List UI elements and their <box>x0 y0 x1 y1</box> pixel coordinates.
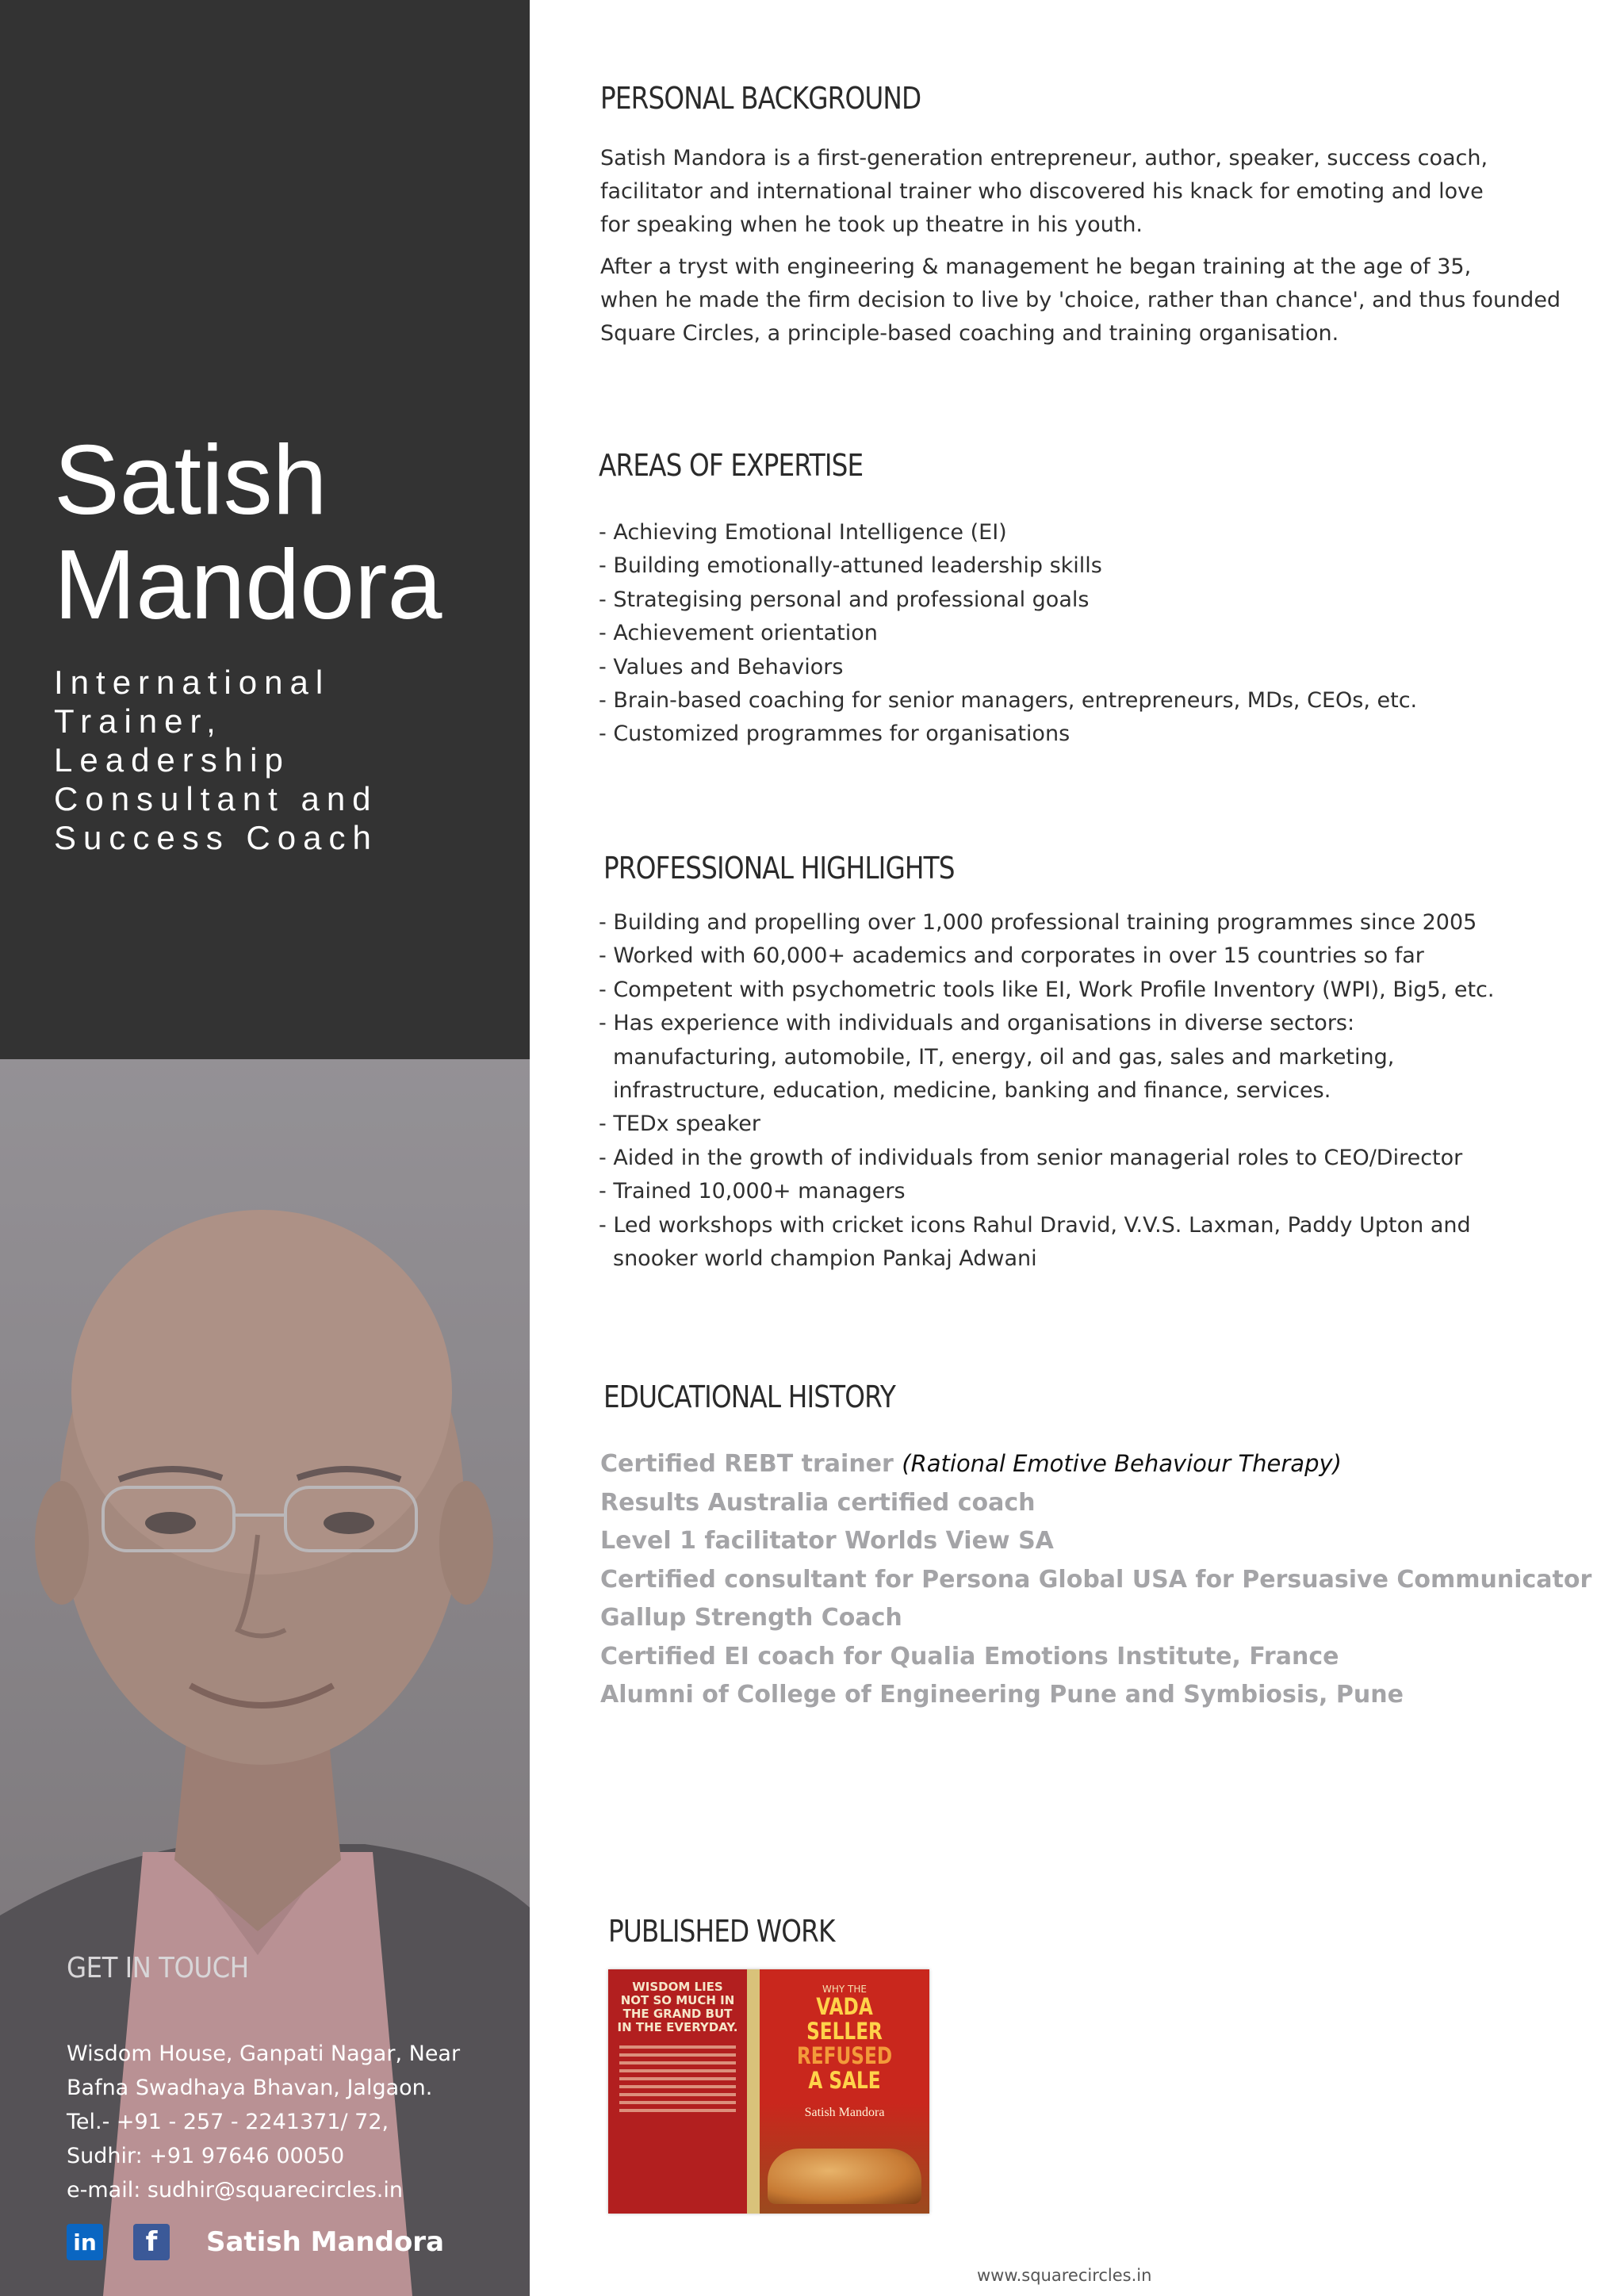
list-item: - TEDx speaker <box>599 1112 760 1137</box>
expertise-list <box>599 516 1417 752</box>
highlights-title: PROFESSIONAL HIGHLIGHTS <box>603 851 955 886</box>
text-line: After a tryst with engineering & management he began training at the age of 35, <box>600 254 1472 279</box>
email-link[interactable]: e-mail: sudhir@squarecircles.in <box>67 2178 403 2202</box>
social-links <box>67 2224 444 2260</box>
last-name: Mandora <box>54 530 442 640</box>
list-item: - Achievement orientation <box>599 621 878 646</box>
text-line: for speaking when he took up theatre in his youth. <box>600 212 1143 237</box>
list-item: - Aided in the growth of individuals from senior managerial roles to CEO/Director <box>599 1145 1463 1170</box>
list-item: Gallup Strength Coach <box>600 1604 902 1632</box>
book-back-text-lines <box>616 2045 739 2112</box>
list-item: - Customized programmes for organisations <box>599 721 1071 747</box>
list-item: - Trained 10,000+ managers <box>599 1179 906 1204</box>
person-subtitle <box>54 663 466 857</box>
list-item: - Competent with psychometric tools like EI, Work Profile Inventory (WPI), Big5, etc. <box>599 977 1495 1002</box>
list-item-continuation: manufacturing, automobile, IT, energy, oil and gas, sales and marketing, <box>613 1044 1395 1070</box>
personal-background-paragraph-1 <box>600 142 1488 242</box>
address-line: Bafna Swadhaya Bhavan, Jalgaon. <box>67 2076 433 2100</box>
education-item-note: (Rational Emotive Behaviour Therapy) <box>902 1450 1342 1477</box>
contact-block <box>67 1952 511 2207</box>
address-line: Wisdom House, Ganpati Nagar, Near <box>67 2042 461 2066</box>
list-item: - Building emotionally-attuned leadership skills <box>599 553 1102 579</box>
list-item: - Strategising personal and professional goals <box>599 587 1090 612</box>
book-title-line: A SALE <box>808 2067 881 2094</box>
education-title: EDUCATIONAL HISTORY <box>603 1380 895 1414</box>
subtitle-line: Leadership <box>54 741 290 779</box>
text-line: Square Circles, a principle-based coaching and training organisation. <box>600 321 1339 346</box>
person-name <box>54 426 442 640</box>
personal-background-paragraph-2 <box>600 251 1561 350</box>
list-item: - Values and Behaviors <box>599 654 844 679</box>
list-item: - Achieving Emotional Intelligence (EI) <box>599 520 1007 545</box>
list-item: - Has experience with individuals and organisations in diverse sectors: <box>599 1011 1355 1036</box>
book-title-line: VADA SELLER <box>806 1993 883 2045</box>
footer-url[interactable]: www.squarecircles.in <box>977 2266 1152 2285</box>
text-line: when he made the firm decision to live by 'choice, rather than chance', and thus founded <box>600 288 1561 312</box>
book-spine <box>747 1969 760 2214</box>
first-name: Satish <box>54 426 327 535</box>
list-item: Certified consultant for Persona Global USA for Persuasive Communicator <box>600 1565 1592 1594</box>
published-title: PUBLISHED WORK <box>608 1914 835 1949</box>
book-cover[interactable] <box>608 1969 929 2214</box>
list-item: - Building and propelling over 1,000 professional training programmes since 2005 <box>599 910 1477 935</box>
book-title-prefix: WHY THE <box>822 1984 867 1995</box>
contact-heading: GET IN TOUCH <box>67 1952 249 1984</box>
list-item: Results Australia certified coach <box>600 1488 1036 1517</box>
sidebar <box>0 0 530 2296</box>
education-item-name: Certified REBT trainer <box>600 1450 894 1478</box>
subtitle-line: Trainer, <box>54 702 223 740</box>
list-item: - Worked with 60,000+ academics and corporates in over 15 countries so far <box>599 943 1424 969</box>
facebook-icon[interactable]: f <box>133 2224 170 2260</box>
telephone-line: Tel.- +91 - 257 - 2241371/ 72, <box>67 2110 389 2134</box>
list-item: Alumni of College of Engineering Pune and Symbiosis, Pune <box>600 1681 1404 1709</box>
subtitle-line: Consultant and <box>54 780 378 817</box>
book-cover-food-image <box>768 2149 921 2204</box>
book-front-cover <box>760 1969 929 2214</box>
social-name: Satish Mandora <box>206 2226 445 2258</box>
text-line: facilitator and international trainer who discovered his knack for emoting and love <box>600 179 1484 204</box>
subtitle-line: Success Coach <box>54 819 378 856</box>
list-item: Level 1 facilitator Worlds View SA <box>600 1527 1054 1555</box>
book-back-quote: WISDOM LIES NOT SO MUCH IN THE GRAND BUT IN THE EVERYDAY. <box>617 1980 738 2034</box>
text-line: Satish Mandora is a first-generation entrepreneur, author, speaker, success coach, <box>600 146 1488 170</box>
linkedin-icon[interactable]: in <box>67 2224 103 2260</box>
list-item: Certified EI coach for Qualia Emotions Institute, France <box>600 1642 1339 1670</box>
education-list <box>600 1445 1591 1715</box>
list-item: - Brain-based coaching for senior managers, entrepreneurs, MDs, CEOs, etc. <box>599 688 1418 714</box>
list-item: - Led workshops with cricket icons Rahul Dravid, V.V.S. Laxman, Paddy Upton and <box>599 1212 1471 1238</box>
list-item-continuation: snooker world champion Pankaj Adwani <box>613 1246 1037 1272</box>
book-back-cover <box>608 1969 747 2214</box>
expertise-title: AREAS OF EXPERTISE <box>599 448 864 483</box>
book-title-line: REFUSED <box>796 2042 893 2069</box>
subtitle-line: International <box>54 664 331 701</box>
list-item-continuation: infrastructure, education, medicine, banking and finance, services. <box>613 1078 1331 1104</box>
personal-background-title: PERSONAL BACKGROUND <box>600 81 921 116</box>
list-item <box>600 1445 1591 1484</box>
book-author: Satish Mandora <box>804 2106 885 2119</box>
highlights-list <box>599 906 1494 1276</box>
phone-line: Sudhir: +91 97646 00050 <box>67 2144 345 2168</box>
